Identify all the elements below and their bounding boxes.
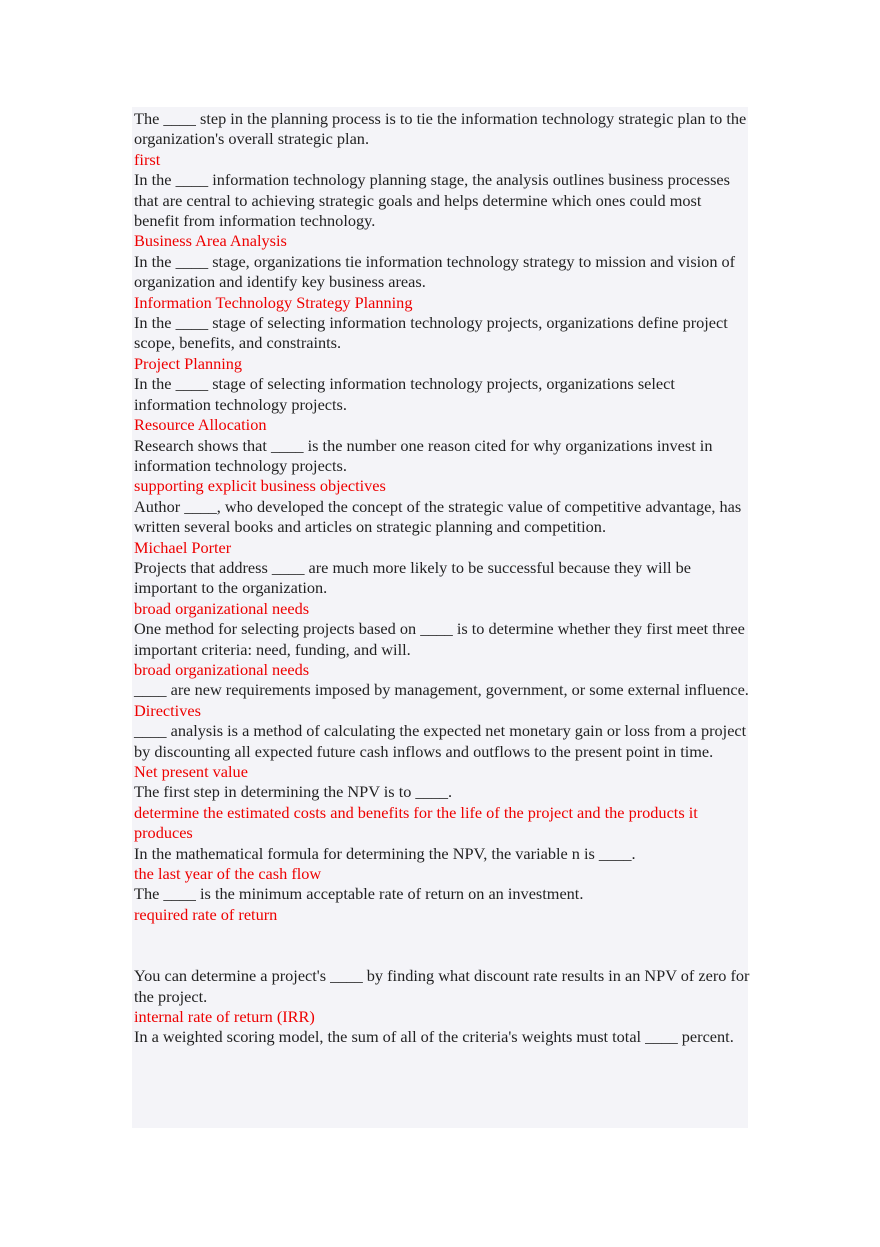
- question-text: ____ analysis is a method of calculating the expected net monetary gain or loss from a project by discounting all expected future cash inflows and outflows to the present point in time.: [134, 721, 747, 761]
- answer-text: broad organizational needs: [134, 659, 310, 679]
- answer-text: Project Planning: [134, 353, 243, 373]
- qa-list: [134, 109, 750, 1048]
- answer-text: broad organizational needs: [134, 598, 310, 618]
- answer-text: Business Area Analysis: [134, 231, 287, 251]
- answer-text: Information Technology Strategy Planning: [134, 292, 413, 312]
- answer-text: Michael Porter: [134, 537, 232, 557]
- question-text: In the mathematical formula for determining the NPV, the variable n is ____.: [134, 843, 636, 863]
- question-text: You can determine a project's ____ by finding what discount rate results in an NPV of zero for the project.: [134, 966, 750, 1006]
- question-text: The first step in determining the NPV is to ____.: [134, 782, 453, 802]
- question-text: In the ____ stage of selecting information technology projects, organizations select information technology projects.: [134, 374, 675, 414]
- question-text: Projects that address ____ are much more likely to be successful because they will be important to the organization.: [134, 557, 692, 598]
- answer-text: determine the estimated costs and benefits for the life of the project and the products it produces: [134, 802, 698, 843]
- question-text: In a weighted scoring model, the sum of all of the criteria's weights must total ____ percent.: [134, 1027, 734, 1047]
- question-text: The ____ is the minimum acceptable rate of return on an investment.: [134, 884, 584, 904]
- question-text: ____ are new requirements imposed by management, government, or some external influence.: [134, 680, 749, 700]
- question-text: Author ____, who developed the concept of the strategic value of competitive advantage, has written several books and articles on strategic planning and competition.: [134, 496, 742, 537]
- answer-text: Directives: [134, 700, 201, 720]
- question-text: The ____ step in the planning process is to tie the information technology strategic plan to the organization's overall strategic plan.: [134, 109, 747, 149]
- answer-text: Net present value: [134, 762, 248, 781]
- answer-text: first: [134, 149, 161, 169]
- blank-spacer: [134, 925, 750, 966]
- answer-text: required rate of return: [134, 904, 278, 924]
- answer-text: the last year of the cash flow: [134, 864, 322, 884]
- question-text: Research shows that ____ is the number one reason cited for why organizations invest in information technology projects.: [134, 435, 713, 475]
- question-text: In the ____ stage, organizations tie information technology strategy to mission and vision of organization and identify key business areas.: [134, 251, 736, 292]
- question-text: In the ____ stage of selecting information technology projects, organizations define project scope, benefits, and constraints.: [134, 313, 728, 353]
- answer-text: Resource Allocation: [134, 415, 267, 435]
- question-text: In the ____ information technology planning stage, the analysis outlines business processes that are central to achieving strategic goals and helps determine which ones could most benefit from information technology.: [134, 170, 730, 231]
- answer-text: supporting explicit business objectives: [134, 476, 386, 496]
- question-text: One method for selecting projects based on ____ is to determine whether they first meet three important criteria: need, funding, and will.: [134, 619, 745, 659]
- answer-text: internal rate of return (IRR): [134, 1007, 315, 1027]
